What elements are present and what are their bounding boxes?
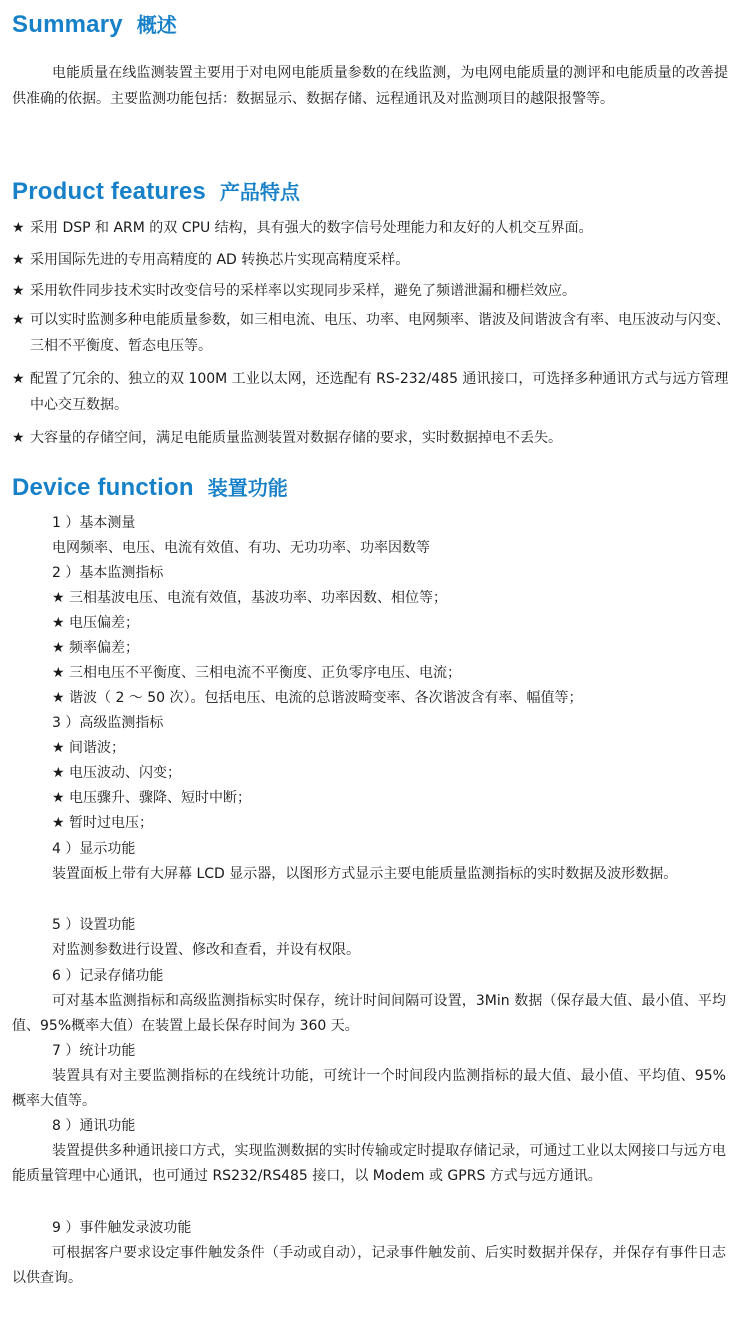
list-item: ★ 间谐波； [52, 740, 126, 756]
feature-item: ★ 采用软件同步技术实时改变信号的采样率以实现同步采样，避免了频谱泄漏和栅栏效应。 [12, 278, 742, 304]
star-icon: ★ [52, 815, 65, 831]
list-item: ★ 电压偏差； [52, 615, 140, 631]
device-heading [12, 473, 288, 503]
star-icon: ★ [12, 252, 25, 268]
section-heading-event-recording: 9 ）事件触发录波功能 [52, 1220, 192, 1236]
features-title-zh: 产品特点 [219, 180, 300, 204]
feature-item: ★ 大容量的存储空间，满足电能质量监测装置对数据存储的要求，实时数据掉电不丢失。 [12, 425, 742, 451]
section-heading-settings: 5 ）设置功能 [52, 917, 136, 933]
star-icon: ★ [52, 690, 65, 706]
feature-item: ★ 配置了冗余的、独立的双 100M 工业以太网，还选配有 RS-232/485 通讯接口，可选择多种通讯方式与远方管理中心交互数据。 [12, 366, 742, 418]
star-icon: ★ [12, 430, 25, 446]
summary-title-en: Summary [12, 11, 123, 38]
star-icon: ★ [52, 790, 65, 806]
feature-item: ★ 可以实时监测多种电能质量参数，如三相电流、电压、功率、电网频率、谐波及间谐波含有率、电压波动与闪变、三相不平衡度、暂态电压等。 [12, 307, 742, 359]
section-heading-basic-measurement: 1 ）基本测量 [52, 515, 136, 531]
section-heading-communication: 8 ）通讯功能 [52, 1118, 136, 1134]
list-item: ★ 电压波动、闪变； [52, 765, 182, 781]
star-icon: ★ [12, 312, 25, 328]
star-icon: ★ [52, 615, 65, 631]
summary-heading [12, 10, 177, 40]
list-item: ★ 三相电压不平衡度、三相电流不平衡度、正负零序电压、电流； [52, 665, 462, 681]
device-title-en: Device function [12, 474, 194, 501]
section-text-event-recording: 可根据客户要求设定事件触发条件（手动或自动），记录事件触发前、后实时数据并保存，并保存有事件日志以供查询。 [12, 1245, 726, 1286]
section-text-basic-measurement: 电网频率、电压、电流有效值、有功、无功功率、功率因数等 [52, 540, 430, 556]
section-text-recording: 可对基本监测指标和高级监测指标实时保存，统计时间间隔可设置，3Min 数据（保存最大值、最小值、平均值、95%概率大值）在装置上最长保存时间为 360 天。 [12, 993, 726, 1034]
star-icon: ★ [52, 640, 65, 656]
list-item: ★ 三相基波电压、电流有效值，基波功率、功率因数、相位等； [52, 590, 448, 606]
star-icon: ★ [12, 371, 25, 387]
section-heading-advanced-indicators: 3 ）高级监测指标 [52, 715, 164, 731]
summary-text: 电能质量在线监测装置主要用于对电网电能质量参数的在线监测，为电网电能质量的测评和电能质量的改善提供准确的依据。主要监测功能包括：数据显示、数据存储、远程通讯及对监测项目的越限报警等。 [12, 65, 728, 107]
feature-item: ★ 采用 DSP 和 ARM 的双 CPU 结构，具有强大的数字信号处理能力和友好的人机交互界面。 [12, 215, 742, 241]
section-text-display: 装置面板上带有大屏幕 LCD 显示器，以图形方式显示主要电能质量监测指标的实时数据及波形数据。 [52, 866, 678, 882]
star-icon: ★ [12, 283, 25, 299]
device-title-zh: 装置功能 [207, 476, 288, 500]
star-icon: ★ [52, 765, 65, 781]
star-icon: ★ [52, 740, 65, 756]
features-title-en: Product features [12, 178, 206, 205]
list-item: ★ 谐波（ 2 ～ 50 次）。包括电压、电流的总谐波畸变率、各次谐波含有率、幅值等； [52, 690, 583, 706]
section-text-communication: 装置提供多种通讯接口方式，实现监测数据的实时传输或定时提取存储记录，可通过工业以太网接口与远方电能质量管理中心通讯，也可通过 RS232/RS485 接口，以 Modem 或 GPRS 方式与远方通讯。 [12, 1143, 726, 1184]
summary-title-zh: 概述 [136, 13, 177, 37]
feature-item: ★ 采用国际先进的专用高精度的 AD 转换芯片实现高精度采样。 [12, 247, 742, 273]
section-text-statistics: 装置具有对主要监测指标的在线统计功能，可统计一个时间段内监测指标的最大值、最小值、平均值、95%概率大值等。 [12, 1068, 726, 1109]
star-icon: ★ [52, 665, 65, 681]
star-icon: ★ [12, 220, 25, 236]
section-heading-recording: 6 ）记录存储功能 [52, 968, 164, 984]
features-heading [12, 177, 300, 207]
list-item: ★ 暂时过电压； [52, 815, 154, 831]
section-heading-basic-indicators: 2 ）基本监测指标 [52, 565, 164, 581]
section-heading-display: 4 ）显示功能 [52, 841, 136, 857]
star-icon: ★ [52, 590, 65, 606]
section-heading-statistics: 7 ）统计功能 [52, 1043, 136, 1059]
list-item: ★ 电压骤升、骤降、短时中断； [52, 790, 252, 806]
list-item: ★ 频率偏差； [52, 640, 140, 656]
section-text-settings: 对监测参数进行设置、修改和查看，并设有权限。 [52, 942, 360, 958]
